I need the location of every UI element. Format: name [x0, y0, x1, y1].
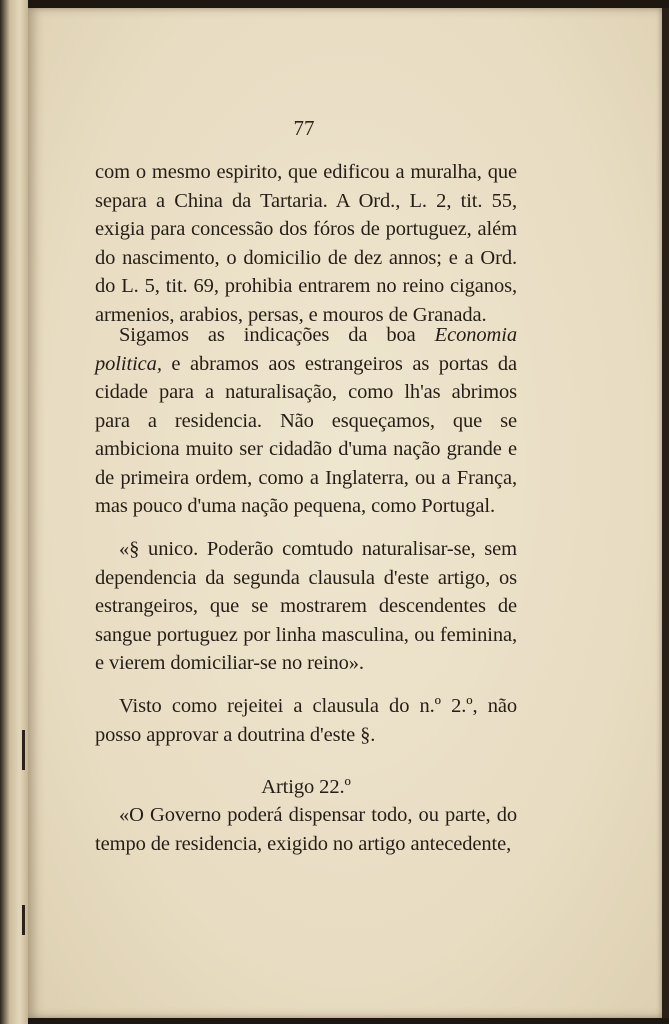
paragraph-4-text: Visto como rejeitei a clausula do n.º 2.º, não posso approvar a doutrina d'este §. — [95, 695, 517, 746]
spine-mark — [22, 730, 25, 770]
book-spine — [0, 0, 28, 1024]
section-heading — [95, 773, 517, 802]
paragraph-5-text: «O Governo poderá dispensar todo, ou parte, do tempo de residencia, exigido no artigo antecedente, — [95, 804, 517, 855]
paragraph-3-text: «§ unico. Poderão comtudo naturalisar-se, sem dependencia da segunda clausula d'este artigo, os estrangeiros, que se mostrarem descendentes de sangue portuguez por linha masculina, ou feminina, e vierem domiciliar-se no reino». — [95, 538, 517, 674]
paragraph-2 — [95, 321, 517, 521]
paragraph-2-text — [95, 321, 517, 521]
paragraph-2-rest: e abramos aos estrangeiros as portas da cidade para a naturalisação, como lh'as abrimos para a residencia. Não esqueçamos, que se ambiciona muito ser cidadão d'uma nação grande e de primeira ordem, como a Inglaterra, ou a França, mas pouco d'uma nação pequena, como Portugal. — [95, 352, 517, 517]
paragraph-4 — [95, 692, 517, 749]
page-edge — [662, 8, 669, 1018]
spine-mark — [22, 905, 25, 935]
paragraph-5 — [95, 801, 517, 858]
page-number: 77 — [293, 116, 315, 140]
article-heading: Artigo 22.º — [261, 776, 351, 798]
paragraph-2-start: Sigamos as indicações da boa — [119, 324, 435, 346]
paragraph-1-text: com o mesmo espirito, que edificou a muralha, que separa a China da Tartaria. A Ord., L. 2, tit. 55, exigia para concessão dos fóros de portuguez, além do nascimento, o domicilio de dez annos; e a Ord. do L. 5, tit. 69, prohibia entrarem no reino ciganos, armenios, arabios, persas, e mouros de Granada. — [95, 161, 517, 326]
emphasis-economia-politica: Economia politica, — [95, 324, 517, 375]
paragraph-3 — [95, 535, 517, 678]
paragraph-1 — [95, 158, 517, 329]
